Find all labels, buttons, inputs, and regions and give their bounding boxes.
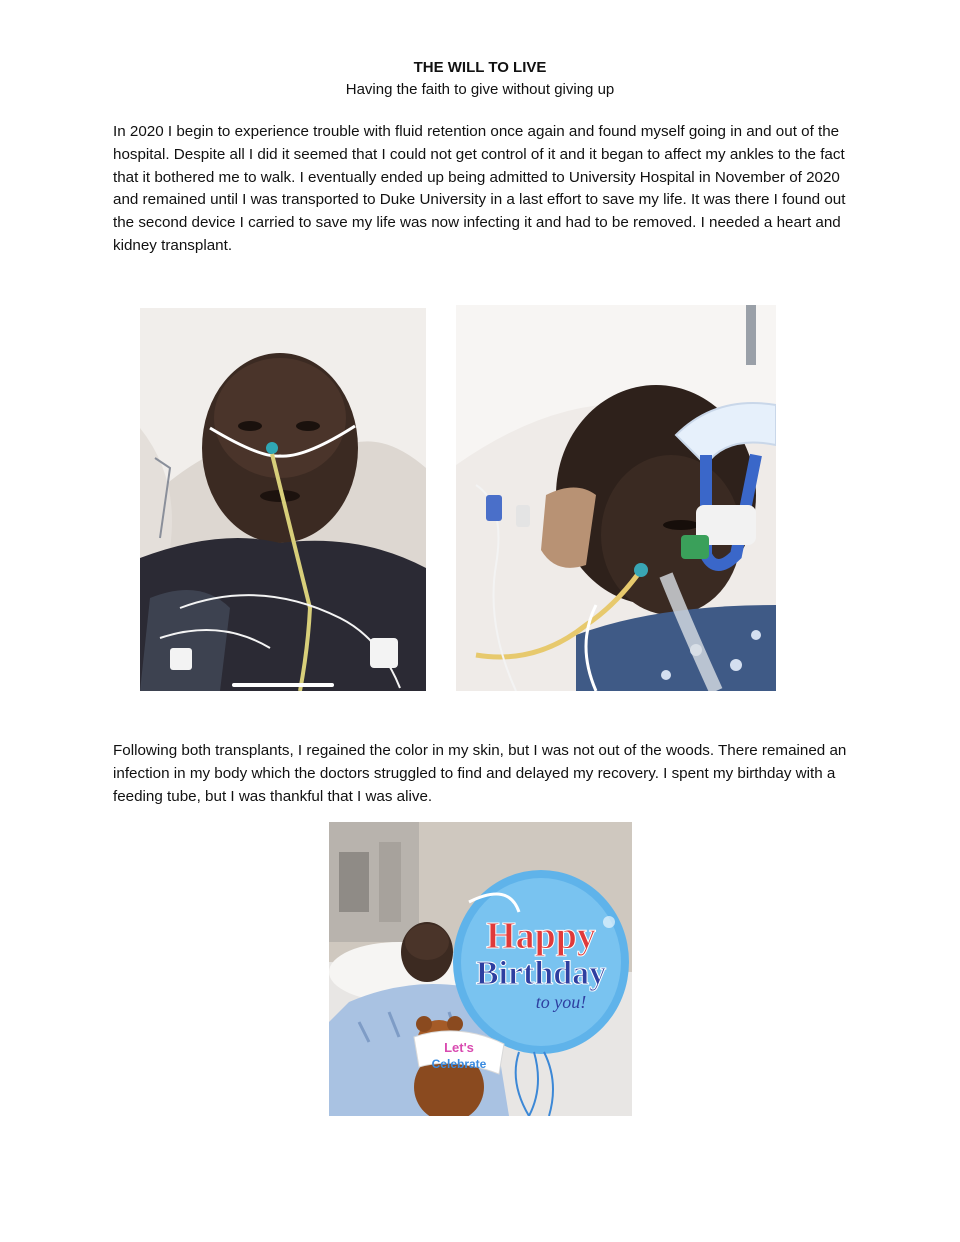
balloon-line1: Happy — [486, 915, 596, 957]
balloon-line3: to you! — [535, 992, 587, 1012]
page-title: THE WILL TO LIVE — [413, 59, 547, 76]
paragraph-2: Following both transplants, I regained the color in my skin, but I was not out of the woods. There remained an infection in my body which the doctors struggled to find and delayed my recovery. I spent my birthday with a feeding tube, but I was thankful that I was alive. — [113, 742, 847, 805]
hospital-photo-ventilator — [456, 305, 776, 691]
sign-line2: Celebrate — [431, 1057, 487, 1071]
paragraph-1: In 2020 I begin to experience trouble with fluid retention once again and found myself going in and out of the hospital. Despite all I did it seemed that I could not get control of it and it began to affect my ankles to the fact that it bothered me to walk. I eventually ended up being admitted to University Hospital in November of 2020 and remained until I was transported to Duke University in a last effort to save my life. It was there I found out the second device I carried to save my life was now infecting it and had to be removed. I needed a heart and kidney transplant. — [113, 123, 846, 254]
sign-line1: Let's — [444, 1040, 474, 1055]
page-subtitle: Having the faith to give without giving up — [345, 81, 615, 98]
hospital-photo-nasal-tube — [140, 308, 426, 691]
birthday-balloon — [453, 870, 629, 1054]
birthday-photo — [329, 822, 632, 1116]
balloon-line2: Birthday — [475, 955, 607, 992]
